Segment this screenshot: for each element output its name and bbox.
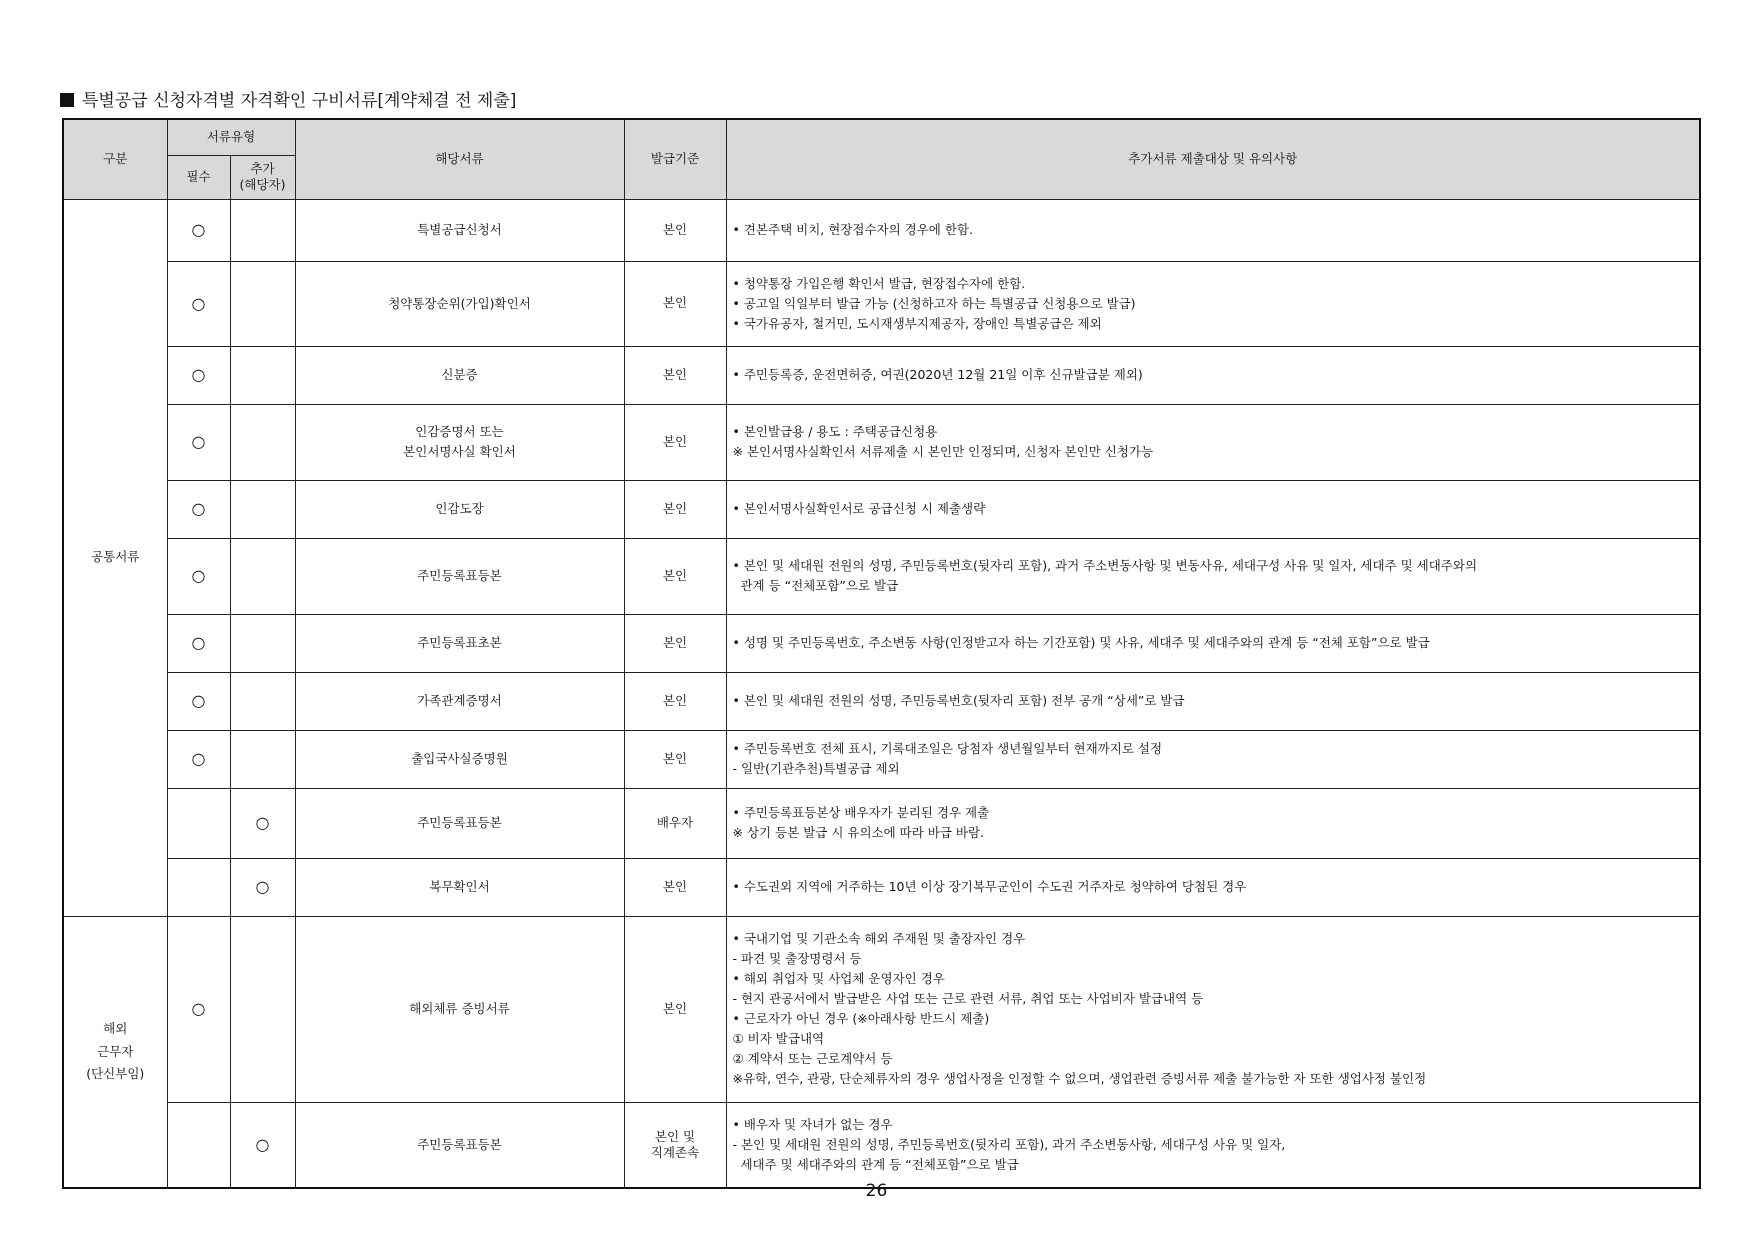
required-mark: ○ [167,404,230,480]
header-doc-type: 서류유형 [167,119,295,155]
notes-cell [726,199,1700,261]
note-line: • 견본주택 비치, 현장접수자의 경우에 한함. [732,222,973,237]
header-issue-basis: 발급기준 [624,119,726,199]
note-line: • 주민등록번호 전체 표시, 기록대조일은 당첨자 생년월일부터 현재까지로 설정 [732,741,1163,756]
required-mark [167,1102,230,1188]
section-title-text: 특별공급 신청자격별 자격확인 구비서류[계약체결 전 제출] [82,91,517,111]
note-line: ① 비자 발급내역 [732,1031,825,1046]
note-line: ※ 본인서명사실확인서 서류제출 시 본인만 인정되며, 신청자 본인만 신청가능 [732,444,1154,459]
notes-cell [726,916,1700,1102]
table-row [63,672,1700,730]
notes-cell [726,346,1700,404]
issue-basis: 본인 [624,916,726,1102]
document-name: 특별공급신청서 [295,199,624,261]
note-line: • 본인발급용 / 용도 : 주택공급신청용 [732,424,938,439]
document-name: 인감증명서 또는 본인서명사실 확인서 [295,404,624,480]
additional-mark [230,916,295,1102]
document-name: 해외체류 증빙서류 [295,916,624,1102]
notes-cell [726,538,1700,614]
additional-mark: ○ [230,788,295,858]
note-line: • 주민등록증, 운전면허증, 여권(2020년 12월 21일 이후 신규발급분 제외) [732,367,1143,382]
document-name: 인감도장 [295,480,624,538]
issue-basis: 본인 [624,614,726,672]
note-line: • 성명 및 주민등록번호, 주소변동 사항(인정받고자 하는 기간포함) 및 사유, 세대주 및 세대주와의 관계 등 “전체 포함”으로 발급 [732,635,1430,650]
additional-mark [230,346,295,404]
issue-basis: 본인 및 직계존속 [624,1102,726,1188]
note-line: • 해외 취업자 및 사업체 운영자인 경우 [732,971,945,986]
required-mark [167,788,230,858]
table-row [63,199,1700,261]
notes-cell [726,1102,1700,1188]
additional-mark [230,730,295,788]
issue-basis: 본인 [624,538,726,614]
additional-mark [230,199,295,261]
note-line: ② 계약서 또는 근로계약서 등 [732,1051,893,1066]
document-name: 주민등록표초본 [295,614,624,672]
notes-cell [726,614,1700,672]
issue-basis: 본인 [624,404,726,480]
table-row [63,730,1700,788]
issue-basis: 본인 [624,730,726,788]
table-row [63,346,1700,404]
additional-mark: ○ [230,858,295,916]
document-name: 신분증 [295,346,624,404]
header-additional: 추가 (해당자) [230,155,295,199]
note-line: • 국가유공자, 철거민, 도시재생부지제공자, 장애인 특별공급은 제외 [732,315,1102,331]
group-name: 해외 근무자 (단신부임) [63,916,167,1188]
note-line: ※유학, 연수, 관광, 단순체류자의 경우 생업사정을 인정할 수 없으며, 생업관련 증빙서류 제출 불가능한 자 또한 생업사정 불인정 [732,1071,1427,1086]
note-line: • 본인서명사실확인서로 공급신청 시 제출생략 [732,501,986,516]
table-row [63,614,1700,672]
notes-cell [726,788,1700,858]
notes-cell [726,480,1700,538]
section-title [60,86,516,111]
additional-mark [230,614,295,672]
notes-cell [726,730,1700,788]
note-line: 세대주 및 세대주와의 관계 등 “전체포함”으로 발급 [732,1156,1019,1172]
table-body [63,199,1700,1188]
table-row [63,480,1700,538]
document-name: 복무확인서 [295,858,624,916]
required-mark: ○ [167,199,230,261]
document-name: 가족관계증명서 [295,672,624,730]
note-line: - 파견 및 출장명령서 등 [732,951,862,966]
required-mark: ○ [167,730,230,788]
header-document: 해당서류 [295,119,624,199]
notes-cell [726,672,1700,730]
additional-mark [230,538,295,614]
issue-basis: 본인 [624,672,726,730]
document-name: 출입국사실증명원 [295,730,624,788]
issue-basis: 본인 [624,199,726,261]
issue-basis: 본인 [624,261,726,346]
notes-cell [726,858,1700,916]
additional-mark: ○ [230,1102,295,1188]
additional-mark [230,480,295,538]
table-row [63,404,1700,480]
note-line: • 본인 및 세대원 전원의 성명, 주민등록번호(뒷자리 포함), 과거 주소변동사항 및 변동사유, 세대구성 사유 및 일자, 세대주 및 세대주와의 [732,558,1478,573]
table-row [63,916,1700,1102]
documents-table [62,118,1701,1189]
note-line: - 현지 관공서에서 발급받은 사업 또는 근로 관련 서류, 취업 또는 사업비자 발급내역 등 [732,991,1204,1006]
document-name: 주민등록표등본 [295,1102,624,1188]
note-line: • 배우자 및 자녀가 없는 경우 [732,1116,893,1132]
table-row [63,858,1700,916]
required-mark: ○ [167,261,230,346]
document-name: 주민등록표등본 [295,538,624,614]
required-mark: ○ [167,538,230,614]
note-line: • 국내기업 및 기관소속 해외 주재원 및 출장자인 경우 [732,931,1026,946]
document-name: 청약통장순위(가입)확인서 [295,261,624,346]
issue-basis: 배우자 [624,788,726,858]
table-row [63,538,1700,614]
note-line: • 공고일 익일부터 발급 가능 (신청하고자 하는 특별공급 신청용으로 발급) [732,295,1136,311]
issue-basis: 본인 [624,480,726,538]
additional-mark [230,672,295,730]
additional-mark [230,404,295,480]
required-mark: ○ [167,480,230,538]
required-mark: ○ [167,346,230,404]
required-mark: ○ [167,672,230,730]
note-line: • 청약통장 가입은행 확인서 발급, 현장접수자에 한함. [732,275,1026,291]
note-line: • 본인 및 세대원 전원의 성명, 주민등록번호(뒷자리 포함) 전부 공개 “상세”로 발급 [732,693,1185,708]
document-name: 주민등록표등본 [295,788,624,858]
notes-cell [726,404,1700,480]
note-line: • 근로자가 아닌 경우 (※아래사항 반드시 제출) [732,1011,990,1026]
required-mark [167,858,230,916]
table-row [63,261,1700,346]
note-line: - 일반(기관추천)특별공급 제외 [732,761,900,776]
note-line: • 수도권외 지역에 거주하는 10년 이상 장기복무군인이 수도권 거주자로 청약하여 당첨된 경우 [732,879,1247,894]
header-gubun: 구분 [63,119,167,199]
note-line: - 본인 및 세대원 전원의 성명, 주민등록번호(뒷자리 포함), 과거 주소변동사항, 세대구성 사유 및 일자, [732,1136,1286,1152]
page-number: 26 [865,1181,888,1201]
required-mark: ○ [167,614,230,672]
required-mark: ○ [167,916,230,1102]
table-row [63,788,1700,858]
table-row [63,1102,1700,1188]
issue-basis: 본인 [624,346,726,404]
note-line: • 주민등록표등본상 배우자가 분리된 경우 제출 [732,805,990,820]
header-required: 필수 [167,155,230,199]
group-name: 공통서류 [63,199,167,916]
notes-cell [726,261,1700,346]
note-line: ※ 상기 등본 발급 시 유의소에 따라 바급 바람. [732,825,985,840]
note-line: 관계 등 “전체포함”으로 발급 [732,578,899,593]
square-bullet-icon [60,93,74,107]
issue-basis: 본인 [624,858,726,916]
additional-mark [230,261,295,346]
header-notes: 추가서류 제출대상 및 유의사항 [726,119,1700,199]
